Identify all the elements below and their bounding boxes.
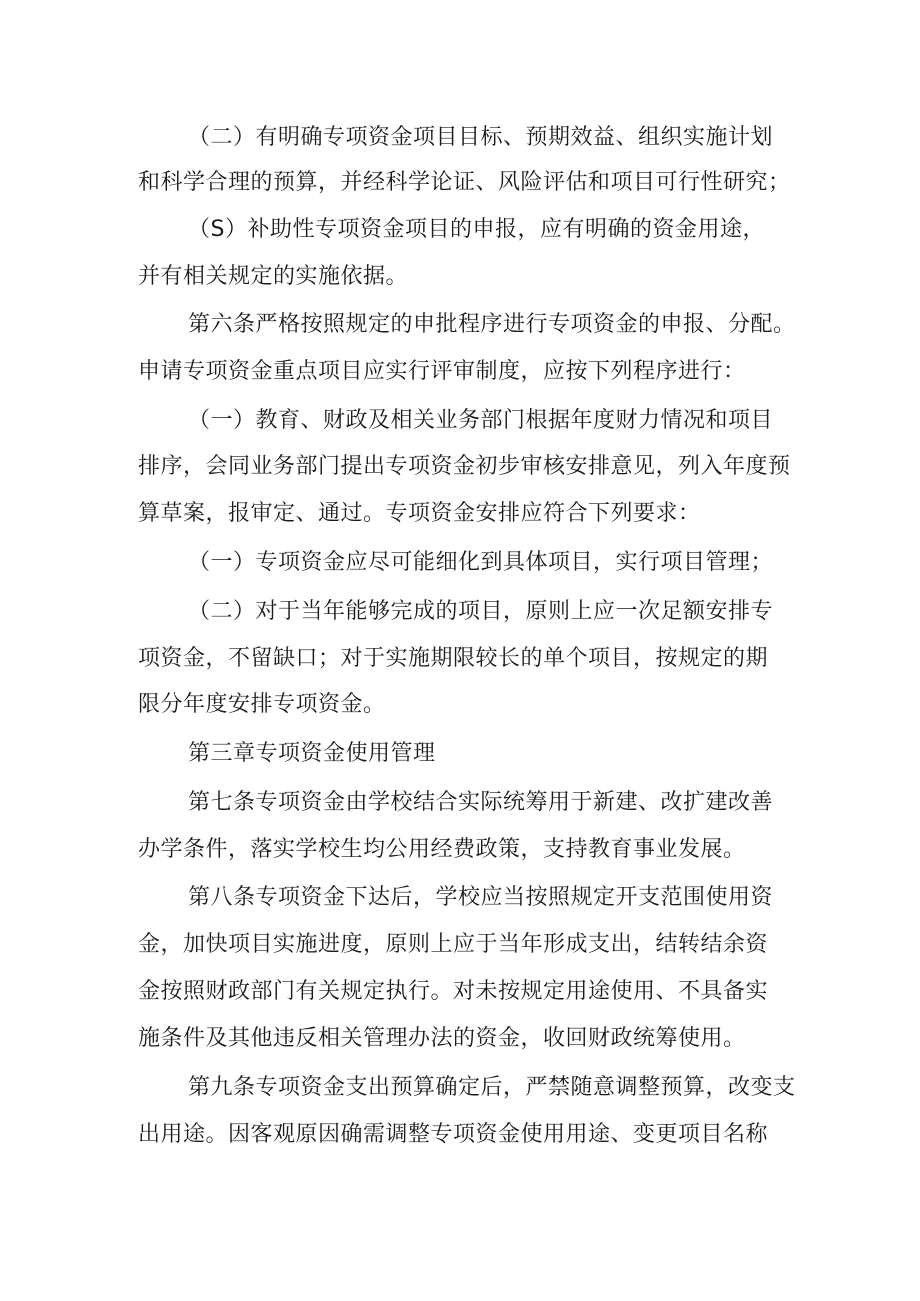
text-line: 第九条专项资金支出预算确定后，严禁随意调整预算，改变支 xyxy=(188,1075,796,1100)
text-line: 第七条专项资金由学校结合实际统筹用于新建、改扩建改善 xyxy=(188,790,774,815)
text-line: 出用途。因客观原因确需调整专项资金使用用途、变更项目名称 xyxy=(138,1122,769,1147)
text-line: 第六条严格按照规定的申批程序进行专项资金的申报、分配。 xyxy=(188,312,796,337)
text-line: （二）有明确专项资金项目目标、预期效益、组织实施计划 xyxy=(188,125,774,150)
text-line: 施条件及其他违反相关管理办法的资金，收回财政统筹使用。 xyxy=(138,1026,746,1051)
text-line: （二）对于当年能够完成的项目，原则上应一次足额安排专 xyxy=(188,599,774,624)
text-line: （S）补助性专项资金项目的申报，应有明确的资金用途， xyxy=(188,217,765,242)
text-line: （一）教育、财政及相关业务部门根据年度财力情况和项目 xyxy=(188,408,774,433)
text-line: 和科学合理的预算，并经科学论证、风险评估和项目可行性研究； xyxy=(138,170,791,195)
text-line: 第八条专项资金下达后，学校应当按照规定开支范围使用资 xyxy=(188,885,774,910)
text-line: 并有相关规定的实施依据。 xyxy=(138,264,409,289)
text-line: 金，加快项目实施进度，原则上应于当年形成支出，结转结余资 xyxy=(138,932,769,957)
chapter-heading: 第三章专项资金使用管理 xyxy=(188,741,436,766)
text-line: （一）专项资金应尽可能细化到具体项目，实行项目管理； xyxy=(188,550,774,575)
text-line: 项资金，不留缺口；对于实施期限较长的单个项目，按规定的期 xyxy=(138,646,769,671)
text-line: 金按照财政部门有关规定执行。对未按规定用途使用、不具备实 xyxy=(138,979,769,1004)
text-line: 申请专项资金重点项目应实行评审制度，应按下列程序进行： xyxy=(138,359,746,384)
text-line: 算草案，报审定、通过。专项资金安排应符合下列要求： xyxy=(138,501,701,526)
text-line: 办学条件，落实学校生均公用经费政策，支持教育事业发展。 xyxy=(138,837,746,862)
text-line: 限分年度安排专项资金。 xyxy=(138,692,386,717)
text-line: 排序，会同业务部门提出专项资金初步审核安排意见，列入年度预 xyxy=(138,454,791,479)
